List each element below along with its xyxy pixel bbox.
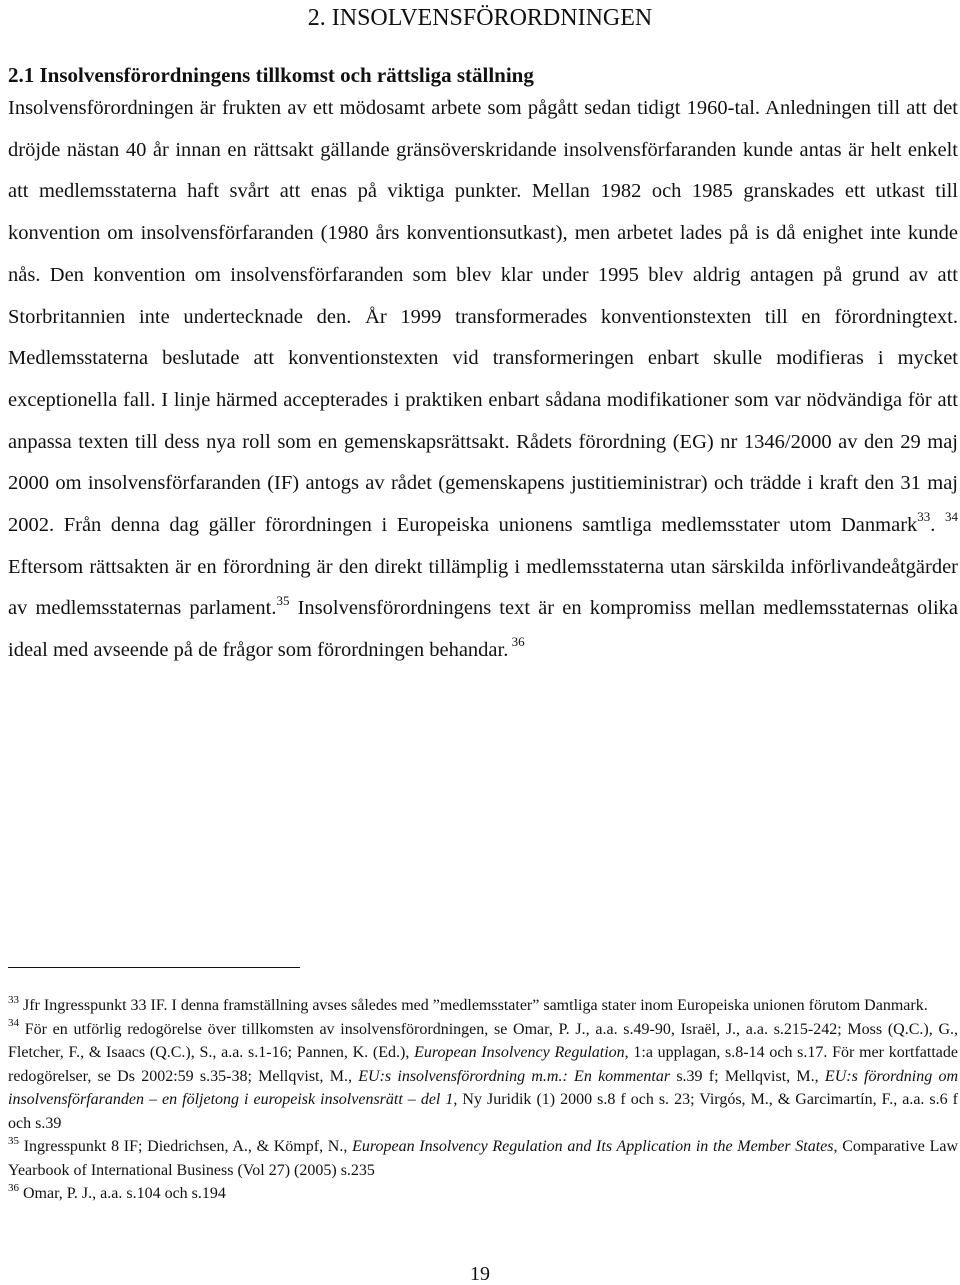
footnote-34: [8, 1018, 958, 1136]
footnote-ref-separator: .: [930, 514, 945, 537]
footnote-35-text-c: , Comparative Law Yearbook of International Business (Vol 27) (2005) s.235: [8, 1138, 958, 1179]
footnote-34-text-g: , Ny Juridik (1) 2000 s.8 f och s. 23; Virgós, M., & Garcimartín, F., a.a. s.6 f och s.39: [8, 1091, 958, 1132]
footnote-34-title-2: EU:s insolvensförordning m.m.: En kommentar: [358, 1067, 671, 1085]
footnote-number-35: 35: [8, 1134, 19, 1147]
footnote-34-title-1: European Insolvency Regulation: [414, 1044, 625, 1061]
footnote-number-33: 33: [8, 993, 19, 1006]
footnote-34-text-c: , 1:a upplagan, s.8-14 och s.17. För mer kortfattade redogörelser, se Ds 2002:59 s.35-38; Mellqvist, M.,: [8, 1044, 958, 1085]
body-paragraph: [8, 88, 958, 672]
chapter-title: 2. INSOLVENSFÖRORDNINGEN: [307, 5, 653, 31]
footnote-33: [8, 994, 958, 1018]
footnote-ref-35[interactable]: 35: [276, 592, 290, 608]
page-number: 19: [470, 1263, 490, 1285]
footnotes: [8, 994, 958, 1206]
footnote-34-title-3: EU:s förordning om insolvensförfaranden – en följetong i europeisk insolvensrätt – del 1: [8, 1067, 959, 1108]
paragraph-text-main: Insolvensförordningen är frukten av ett mödosamt arbete som pågått sedan tidigt 1960-tal. Anledningen till att det dröjde nästan 40 år innan en rättsakt gällande gränsöverskridande insolvensförfaranden kunde antas är helt enkelt att medlemsstaterna haft svårt att enas på viktiga punkter. Mellan 1982 och 1985 granskades ett utkast till konvention om insolvensförfaranden (1980 års konventionsutkast), men arbetet lades på is då enighet inte kunde nås. Den konvention om insolvensförfaranden som blev klar under 1995 blev aldrig antagen på grund av att Storbritannien inte undertecknade den. År 1999 transformerades konventionstexten till en förordningtext. Medlemsstaterna beslutade att konventionstexten vid transformeringen enbart skulle modifieras i mycket exceptionella fall. I linje härmed accepterades i praktiken enbart sådana modifikationer som var nödvändiga för att anpassa texten till dess nya roll som en gemenskapsrättsakt. Rådets förordning (EG) nr 1346/2000 av den 29 maj 2000 om insolvensförfaranden (IF) antogs av rådet (gemenskapens justitieministrar) och trädde i kraft den 31 maj 2002. Från denna dag gäller förordningen i Europeiska unionens samtliga medlemsstater utom Danmark: [8, 97, 958, 537]
paragraph-text-2: Eftersom rättsakten är en förordning är den direkt tillämplig i medlemsstaterna utan särskilda införlivandeåtgärder av medlemsstaternas parlament.: [8, 555, 958, 620]
footnote-35-title: European Insolvency Regulation and Its Application in the Member States: [352, 1138, 834, 1155]
footnote-ref-34[interactable]: 34: [945, 509, 958, 525]
footnote-33-text: Jfr Ingresspunkt 33 IF. I denna framställning avses således med ”medlemsstater” samtliga stater inom Europeiska unionen förutom Danmark.: [19, 997, 928, 1014]
footnote-ref-33[interactable]: 33: [917, 509, 931, 525]
footnote-36-text: Omar, P. J., a.a. s.104 och s.194: [19, 1185, 226, 1202]
footnote-ref-36[interactable]: 36: [508, 634, 525, 650]
footnote-35-text-a: Ingresspunkt 8 IF; Diedrichsen, A., & Kömpf, N.,: [19, 1138, 353, 1155]
footnote-34-text-e: s.39 f; Mellqvist, M.,: [670, 1067, 825, 1085]
paragraph-text-3: Insolvensförordningens text är en kompromiss mellan medlemsstaternas olika ideal med avseende på de frågor som förordningen behandar.: [8, 597, 959, 662]
footnote-35: [8, 1135, 958, 1182]
footnote-36: [8, 1182, 958, 1206]
footnote-34-text-a: För en utförlig redogörelse över tillkomsten av insolvensförordningen, se Omar, P. J., a.a. s.49-90, Israël, J., a.a. s.215-242; Moss (Q.C.), G., Fletcher, F., & Isaacs (Q.C.), S., a.a. s.1-16; Pannen, K. (Ed.),: [8, 1020, 958, 1061]
section-title: 2.1 Insolvensförordningens tillkomst och rättsliga ställning: [8, 63, 534, 87]
footnote-separator-rule: [8, 967, 300, 968]
footnote-number-36: 36: [8, 1181, 19, 1194]
footnote-number-34: 34: [8, 1017, 19, 1030]
